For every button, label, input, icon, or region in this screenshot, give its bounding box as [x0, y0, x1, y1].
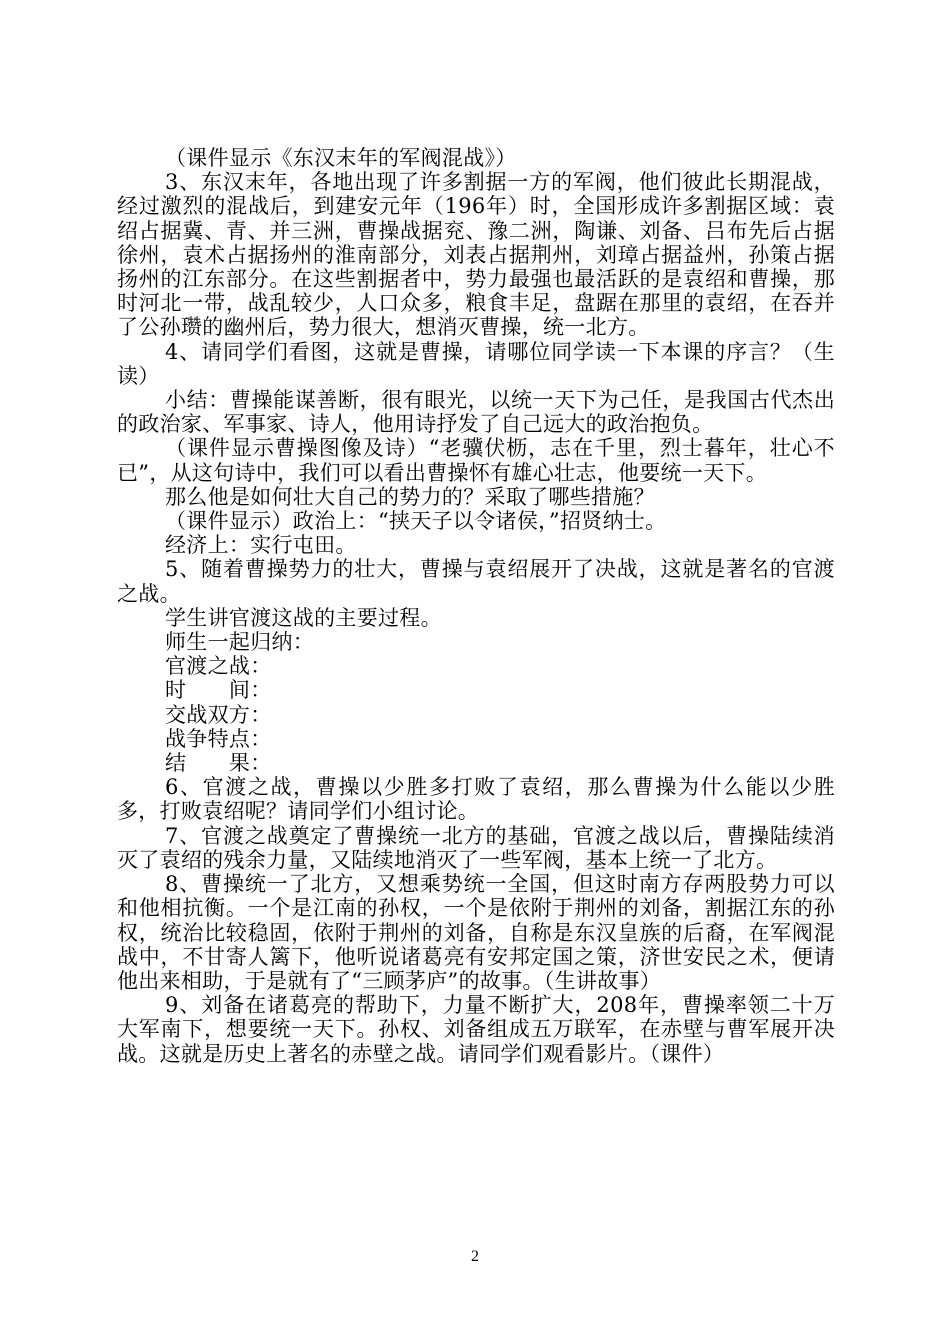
- paragraph-summary: 小结：曹操能谋善断，很有眼光，以统一天下为己任，是我国古代杰出的政治家、军事家、诗人，他用诗抒发了自己远大的政治抱负。: [117, 388, 835, 437]
- paragraph-courseware-note: （课件显示《东汉末年的军阀混战》）: [165, 146, 517, 170]
- page-number: 2: [471, 1248, 479, 1265]
- outline-features: 战争特点：: [165, 726, 272, 751]
- paragraph-poem: （课件显示曹操图像及诗）“老骥伏枥，志在千里，烈士暮年，壮心不已”，从这句诗中，我们可以看出曹操怀有雄心壮志，他要统一天下。: [117, 436, 835, 485]
- paragraph-7-unification: 7、官渡之战奠定了曹操统一北方的基础，官渡之战以后，曹操陆续消灭了袁绍的残余力量，又陆续地消灭了一些军阀，基本上统一了北方。: [117, 823, 835, 872]
- outline-battle: 官渡之战：: [165, 654, 272, 679]
- paragraph-economy: 经济上：实行屯田。: [165, 533, 357, 558]
- outline-result: 结 果：: [165, 751, 272, 776]
- document-body: [117, 146, 835, 1066]
- paragraph-9-chibi: 9、刘备在诸葛亮的帮助下，力量不断扩大，208年，曹操率领二十万大军南下，想要统一天下。孙权、刘备组成五万联军，在赤壁与曹军展开决战。这就是历史上著名的赤壁之战。请同学们观看影片。（课件）: [117, 993, 835, 1066]
- paragraph-5-guandu: 5、随着曹操势力的壮大，曹操与袁绍展开了决战，这就是著名的官渡之战。: [117, 557, 835, 606]
- paragraph-question: 那么他是如何壮大自己的势力的？采取了哪些措施？: [165, 484, 655, 509]
- paragraph-8-south: 8、曹操统一了北方，又想乘势统一全国，但这时南方存两股势力可以和他相抗衡。一个是江南的孙权，一个是依附于荆州的刘备，割据江东的孙权，统治比较稳固，依附于荆州的刘备，自称是东汉皇族的后裔，在军阀混战中，不甘寄人篱下，他听说诸葛亮有安邦定国之策，济世安民之术，便请他出来相助，于是就有了“三顾茅庐”的故事。（生讲故事）: [117, 872, 835, 993]
- paragraph-4-caocao-preface: 4、请同学们看图，这就是曹操，请哪位同学读一下本课的序言？（生读）: [117, 339, 835, 388]
- paragraph-summarize: 师生一起归纳：: [165, 630, 315, 655]
- outline-time: 时 间：: [165, 678, 272, 703]
- paragraph-3-warlords: 3、东汉末年，各地出现了许多割据一方的军阀，他们彼此长期混战，经过激烈的混战后，到建安元年（196年）时，全国形成许多割据区域：袁绍占据冀、青、并三洲，曹操战据兖、豫二洲，陶谦、刘备、吕布先后占据徐州，袁术占据扬州的淮南部分，刘表占据荆州，刘璋占据益州，孙策占据扬州的江东部分。在这些割据者中，势力最强也最活跃的是袁绍和曹操，那时河北一带，战乱较少，人口众多，粮食丰足，盘踞在那里的袁绍，在吞并了公孙瓒的幽州后，势力很大，想消灭曹操，统一北方。: [117, 170, 835, 340]
- paragraph-politics: （课件显示）政治上：“挟天子以令诸侯，”招贤纳士。: [165, 509, 667, 534]
- paragraph-student-talk: 学生讲官渡这战的主要过程。: [165, 605, 442, 630]
- paragraph-6-discussion: 6、官渡之战，曹操以少胜多打败了袁绍，那么曹操为什么能以少胜多，打败袁绍呢？请同学们小组讨论。: [117, 775, 835, 824]
- outline-sides: 交战双方：: [165, 702, 272, 727]
